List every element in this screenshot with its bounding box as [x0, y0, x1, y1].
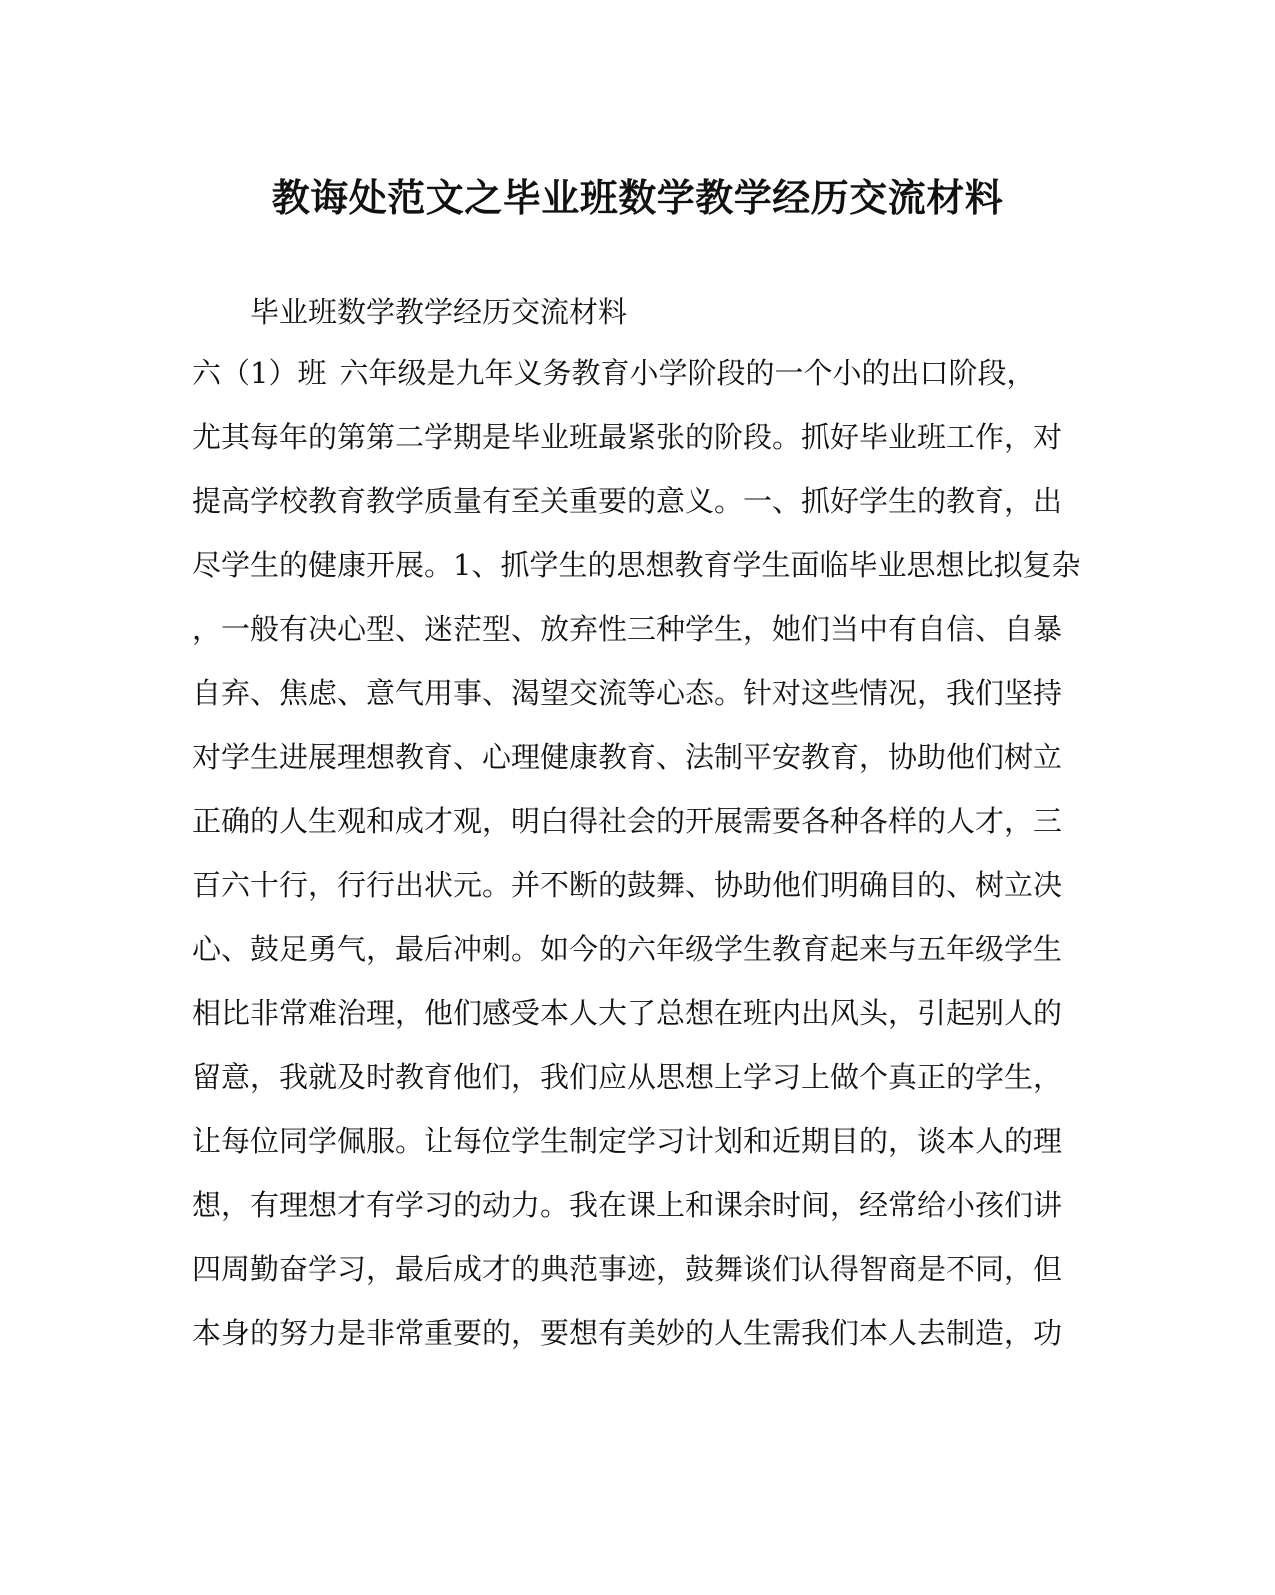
body-line: ，一般有决心型、迷茫型、放弃性三种学生，她们当中有自信、自暴: [192, 612, 1063, 646]
body-line: 四周勤奋学习，最后成才的典范事迹，鼓舞谈们认得智商是不同，但: [192, 1252, 1063, 1286]
body-line: 本身的努力是非常重要的，要想有美妙的人生需我们本人去制造，功: [192, 1316, 1063, 1350]
body-line: 尽学生的健康开展。1、抓学生的思想教育学生面临毕业思想比拟复杂: [192, 548, 1081, 582]
body-line: 正确的人生观和成才观，明白得社会的开展需要各种各样的人才，三: [192, 804, 1063, 838]
body-line: 想，有理想才有学习的动力。我在课上和课余时间，经常给小孩们讲: [192, 1188, 1063, 1222]
body-line: 百六十行，行行出状元。并不断的鼓舞、协助他们明确目的、树立决: [192, 868, 1063, 902]
body-line: 相比非常难治理，他们感受本人大了总想在班内出风头，引起别人的: [192, 996, 1063, 1030]
body-line: 提高学校教育教学质量有至关重要的意义。一、抓好学生的教育，出: [192, 484, 1063, 518]
body-line: 让每位同学佩服。让每位学生制定学习计划和近期目的，谈本人的理: [192, 1124, 1063, 1158]
body-line: 自弃、焦虑、意气用事、渴望交流等心态。针对这些情况，我们坚持: [192, 676, 1063, 710]
body-line: 心、鼓足勇气，最后冲刺。如今的六年级学生教育起来与五年级学生: [192, 932, 1063, 966]
document-title: 教诲处范文之毕业班数学教学经历交流材料: [271, 175, 1004, 220]
body-line: 尤其每年的第第二学期是毕业班最紧张的阶段。抓好毕业班工作，对: [192, 420, 1063, 454]
document-subtitle: 毕业班数学教学经历交流材料: [250, 295, 628, 329]
body-line: 对学生进展理想教育、心理健康教育、法制平安教育，协助他们树立: [192, 740, 1063, 774]
body-line: 六（1）班 六年级是九年义务教育小学阶段的一个小的出口阶段，: [192, 356, 1036, 390]
body-line: 留意，我就及时教育他们，我们应从思想上学习上做个真正的学生，: [192, 1060, 1063, 1094]
